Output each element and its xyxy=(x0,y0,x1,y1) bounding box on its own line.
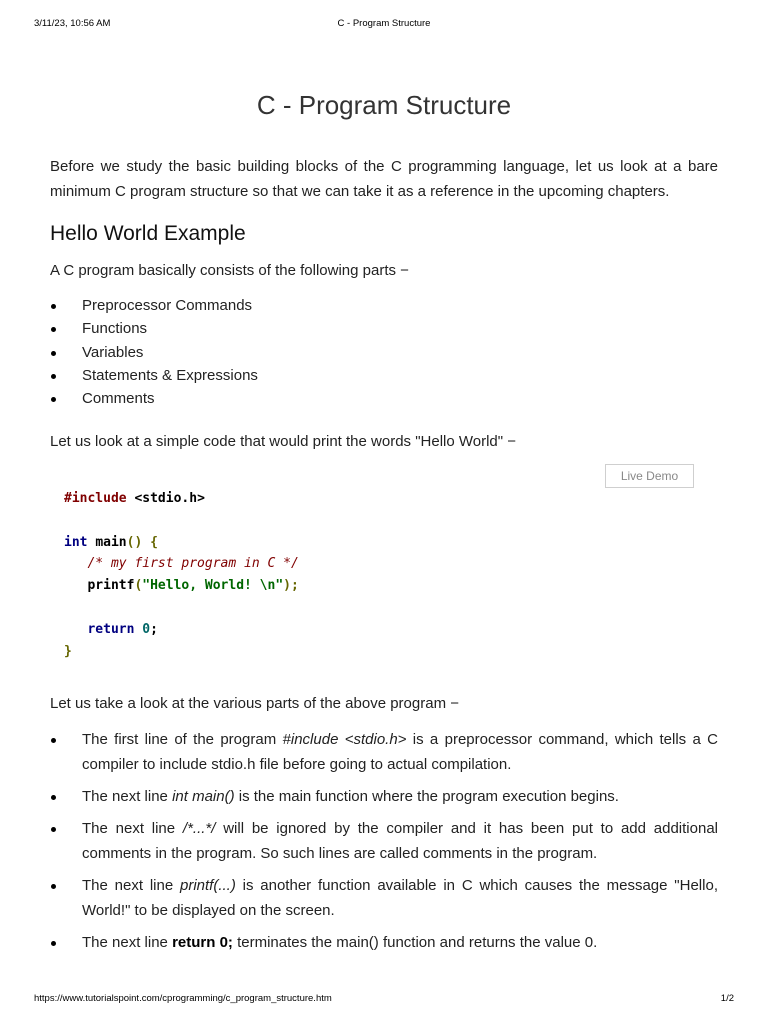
note-text: The next line xyxy=(82,877,180,894)
print-title: C - Program Structure xyxy=(337,18,431,29)
list-item: Variables xyxy=(50,341,718,364)
note-text: The next line xyxy=(82,820,183,837)
print-header xyxy=(34,18,734,32)
code-string: "Hello, World! \n" xyxy=(142,578,284,594)
note-text: is the main function where the program execution begins. xyxy=(234,788,619,805)
notes-list xyxy=(50,727,718,962)
note-code: return 0; xyxy=(172,934,233,951)
list-item xyxy=(50,873,718,923)
note-text: will be ignored by the compiler and it has been put to add additional comments in the program. So such lines are called comments in the program. xyxy=(82,820,718,862)
code-token: { xyxy=(150,534,158,550)
code-lead: Let us look at a simple code that would print the words "Hello World" − xyxy=(50,433,517,450)
note-text: is another function available in C which causes the message "Hello, World!" to be displayed on the screen. xyxy=(82,877,718,919)
list-item: Functions xyxy=(50,317,718,340)
code-token: ); xyxy=(283,578,299,594)
intro-paragraph: Before we study the basic building blocks of the C programming language, let us look at a bare minimum C program structure so that we can take it as a reference in the upcoming chapters. xyxy=(50,158,718,200)
list-item: Comments xyxy=(50,387,718,410)
print-footer xyxy=(34,993,734,1007)
page-title: C - Program Structure xyxy=(256,90,512,120)
code-token: <stdio.h> xyxy=(134,491,205,506)
note-text: terminates the main() function and returns the value 0. xyxy=(232,934,598,951)
code-token: ( xyxy=(134,578,143,594)
section-heading: Hello World Example xyxy=(50,222,246,245)
note-text: The next line xyxy=(82,934,173,951)
list-item xyxy=(50,816,718,866)
code-token: ; xyxy=(150,621,158,637)
code-block xyxy=(64,488,299,662)
note-text: is a preprocessor command, which tells a C compiler to include stdio.h file before going to actual compilation. xyxy=(82,731,718,773)
list-item xyxy=(50,727,718,777)
code-token: printf xyxy=(87,578,135,594)
explain-lead: Let us take a look at the various parts of the above program − xyxy=(50,695,459,712)
list-item: Statements & Expressions xyxy=(50,364,718,387)
note-code: printf(...) xyxy=(179,877,236,894)
code-token: 0 xyxy=(142,621,151,637)
live-demo-button[interactable]: Live Demo xyxy=(605,464,694,488)
note-text: The next line xyxy=(82,788,173,805)
parts-list xyxy=(50,294,718,410)
list-item: Preprocessor Commands xyxy=(50,294,718,317)
note-code: /*...*/ xyxy=(182,820,216,837)
list-item xyxy=(50,784,718,809)
code-comment: /* my first program in C */ xyxy=(87,556,299,572)
code-token: main xyxy=(95,534,127,550)
code-token: () xyxy=(126,534,143,550)
page-number: 1/2 xyxy=(720,993,734,1004)
parts-lead: A C program basically consists of the following parts − xyxy=(50,262,409,279)
print-date: 3/11/23, 10:56 AM xyxy=(34,18,111,29)
code-token: } xyxy=(64,643,72,659)
list-item xyxy=(50,930,718,955)
code-token: return xyxy=(87,621,135,637)
code-token: #include xyxy=(64,491,127,506)
note-code: #include <stdio.h> xyxy=(282,731,407,748)
note-code: int main() xyxy=(172,788,235,805)
code-token: int xyxy=(64,534,88,550)
print-url: https://www.tutorialspoint.com/cprogramming/c_program_structure.htm xyxy=(34,993,332,1004)
note-text: The first line of the program xyxy=(82,731,283,748)
